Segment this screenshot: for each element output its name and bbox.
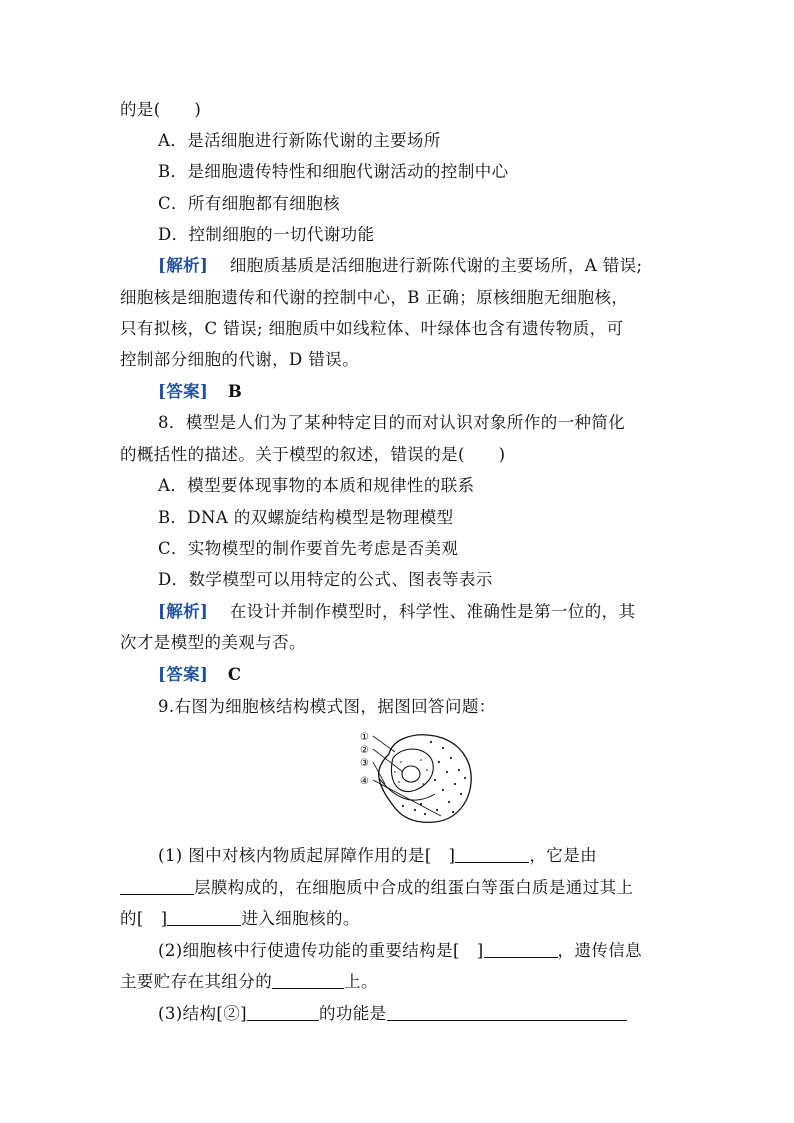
q7-analysis-line-2: 细胞核是细胞遗传和代谢的控制中心，B 正确；原核细胞无细胞核，	[120, 288, 629, 307]
q7-stem-tail: 的是( )	[120, 100, 202, 119]
q7-analysis-line-3: 只有拟核，C 错误; 细胞质中如线粒体、叶绿体也含有遗传物质，可	[120, 319, 624, 338]
q9-p2-line-2	[120, 971, 378, 992]
q8-stem-line-2: 的概括性的描述。关于模型的叙述，错误的是( )	[120, 445, 506, 464]
q9-p2-line-1	[158, 940, 642, 961]
analysis-text: 在设计并制作模型时，科学性、准确性是第一位的，其	[229, 602, 636, 621]
q7-option-b: B．是细胞遗传特性和细胞代谢活动的控制中心	[158, 162, 509, 181]
answer-blank[interactable]	[484, 940, 558, 958]
q9-p1-line-2	[120, 877, 633, 898]
q9-p2-text-d: 上。	[344, 972, 378, 991]
q7-answer-line	[158, 382, 242, 402]
q9-p2-text-c: 主要贮存在其组分的	[120, 972, 273, 991]
answer-value: C	[227, 665, 242, 684]
analysis-text: 细胞质基质是活细胞进行新陈代谢的主要场所，A 错误;	[229, 256, 643, 275]
diagram-label-1: ①	[360, 732, 369, 743]
q8-option-c: C．实物模型的制作要首先考虑是否美观	[158, 539, 459, 558]
answer-blank[interactable]	[120, 877, 194, 895]
q9-p2-text-b: ，遗传信息	[557, 941, 643, 960]
analysis-tag: [解析]	[158, 602, 209, 621]
answer-blank[interactable]	[455, 845, 529, 863]
q9-p2-text-a: (2)细胞核中行使遗传功能的重要结构是[ ]	[158, 941, 484, 960]
q9-p3-text-a: (3)结构[②]	[158, 1004, 247, 1023]
q9-p1-text-e: 进入细胞核的。	[241, 909, 360, 928]
diagram-label-2: ②	[360, 745, 369, 756]
diagram-label-4: ④	[360, 776, 369, 787]
nucleus-structure-diagram	[355, 728, 475, 826]
q9-p1-line-3	[120, 908, 360, 929]
q7-analysis-line-4: 控制部分细胞的代谢，D 错误。	[120, 350, 359, 369]
q7-analysis-line-1	[158, 256, 643, 276]
q7-option-d: D．控制细胞的一切代谢功能	[158, 225, 375, 244]
q7-option-c: C．所有细胞都有细胞核	[158, 194, 341, 213]
q8-stem-line-1: 8．模型是人们为了某种特定目的而对认识对象所作的一种简化	[158, 413, 626, 432]
answer-tag: [答案]	[158, 665, 209, 684]
q9-p1-text-d: 的[ ]	[120, 909, 168, 928]
q9-p1-text-a: (1) 图中对核内物质起屏障作用的是[ ]	[158, 846, 456, 865]
q8-option-a: A．模型要体现事物的本质和规律性的联系	[158, 476, 475, 495]
q9-p1-text-c: 层膜构成的，在细胞质中合成的组蛋白等蛋白质是通过其上	[194, 878, 634, 897]
answer-blank[interactable]	[387, 1003, 627, 1021]
q8-option-d: D．数学模型可以用特定的公式、图表等表示	[158, 570, 493, 589]
q9-p1-text-b: ，它是由	[529, 846, 598, 865]
q8-answer-line	[158, 665, 241, 685]
answer-blank[interactable]	[247, 1003, 319, 1021]
q8-option-b: B．DNA 的双螺旋结构模型是物理模型	[158, 508, 454, 527]
q8-analysis-line-1	[158, 602, 635, 622]
diagram-label-3: ③	[360, 758, 369, 769]
q9-p1-line-1	[158, 845, 597, 866]
analysis-tag: [解析]	[158, 256, 209, 275]
q9-stem: 9.右图为细胞核结构模式图，据图回答问题：	[158, 697, 496, 716]
q7-option-a: A．是活细胞进行新陈代谢的主要场所	[158, 131, 441, 150]
answer-tag: [答案]	[158, 382, 209, 401]
q9-p3-line-1	[158, 1003, 627, 1024]
answer-value: B	[227, 382, 243, 401]
answer-blank[interactable]	[167, 908, 241, 926]
q8-analysis-line-2: 次才是模型的美观与否。	[120, 633, 306, 652]
q9-p3-text-b: 的功能是	[318, 1004, 387, 1023]
answer-blank[interactable]	[272, 971, 344, 989]
